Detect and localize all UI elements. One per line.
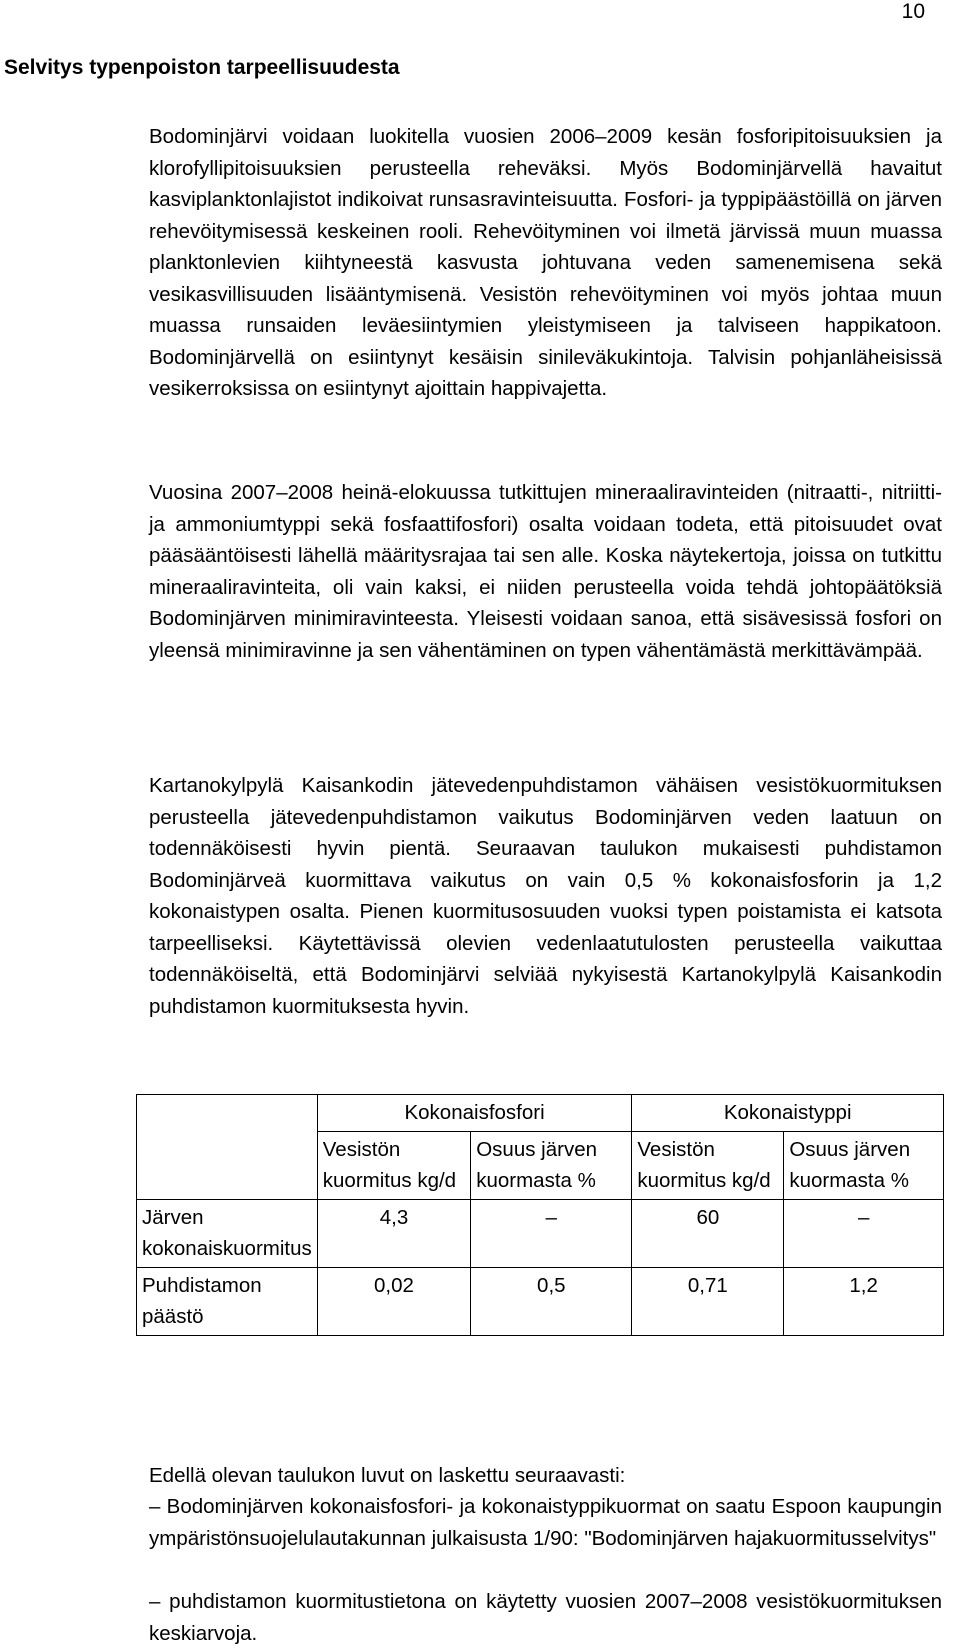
sub-header-p-share: Osuus järven kuormasta %: [471, 1131, 632, 1199]
group-header-nitrogen: Kokonaistyppi: [632, 1095, 944, 1132]
cell-plant-n-share: 1,2: [784, 1267, 944, 1335]
cell-plant-n-load: 0,71: [632, 1267, 784, 1335]
paragraph-treatment-plant: Kartanokylpylä Kaisankodin jätevedenpuhdistamon vähäisen vesistökuormituksen perusteella jätevedenpuhdistamon vaikutus Bodominjärven veden laatuun on todennäköisesti hyvin pientä. Seuraavan taulukon mukaisesti puhdistamon Bodominjärveä kuormittava vaikutus on vain 0,5 % kokonaisfosforin ja 1,2 kokonaistypen osalta. Pienen kuormitusosuuden vuoksi typen poistamista ei katsota tarpeelliseksi. Käytettävissä olevien vedenlaatutulosten perusteella vaikuttaa todennäköiseltä, että Bodominjärvi selviää nykyisestä Kartanokylpylä Kaisankodin puhdistamon kuormituksesta hyvin.: [149, 774, 942, 1018]
load-table: [136, 1094, 944, 1336]
cell-lake-p-load: 4,3: [317, 1199, 470, 1267]
table-row: [137, 1267, 944, 1335]
table-group-header-row: [137, 1095, 944, 1132]
cell-plant-p-share: 0,5: [471, 1267, 632, 1335]
cell-plant-p-load: 0,02: [317, 1267, 470, 1335]
paragraph-mineral-nutrients: Vuosina 2007–2008 heinä-elokuussa tutkittujen mineraaliravinteiden (nitraatti-, nitriitti- ja ammoniumtyppi sekä fosfaattifosfori) osalta voidaan todeta, että pitoisuudet ovat pääsääntöisesti lähellä määritysrajaa tai sen alle. Koska näytekertoja, joissa on tutkittu mineraaliravinteita, oli vain kaksi, ei niiden perusteella voida tehdä johtopäätöksiä Bodominjärven minimiravinteesta. Yleisesti voidaan sanoa, että sisävesissä fosfori on yleensä minimiravinne ja sen vähentäminen on typen vähentämästä merkittävämpää.: [149, 481, 942, 662]
table-note-item: – puhdistamon kuormitustietona on käytetty vuosien 2007–2008 vesistökuormituksen keskiarvoja.: [149, 1590, 942, 1645]
sub-header-n-load: Vesistön kuormitus kg/d: [632, 1131, 784, 1199]
table-notes-intro: Edellä olevan taulukon luvut on laskettu seuraavasti:: [149, 1464, 626, 1487]
cell-lake-p-share: –: [471, 1199, 632, 1267]
table-row: [137, 1199, 944, 1267]
group-header-phosphorus: Kokonaisfosfori: [317, 1095, 632, 1132]
table-note-item: – Bodominjärven kokonaisfosfori- ja kokonaistyppikuormat on saatu Espoon kaupungin ympäristönsuojelulautakunnan julkaisusta 1/90: "Bodominjärven hajakuormitusselvitys": [149, 1495, 942, 1550]
cell-lake-n-load: 60: [632, 1199, 784, 1267]
cell-lake-n-share: –: [784, 1199, 944, 1267]
row-label-lake-total: Järven kokonaiskuormitus: [137, 1199, 318, 1267]
row-label-plant-emission: Puhdistamon päästö: [137, 1267, 318, 1335]
paragraph-eutrophication: Bodominjärvi voidaan luokitella vuosien 2006–2009 kesän fosforipitoisuuksien ja klorofyllipitoisuuksien perusteella reheväksi. Myös Bodominjärvellä havaitut kasviplanktonlajistot indikoivat runsasravinteisuutta. Fosfori- ja typpipäästöillä on järven rehevöitymisessä keskeinen rooli. Rehevöityminen voi ilmetä järvissä muun muassa planktonlevien kiihtyneestä kasvusta johtuvana veden samenemisena sekä vesikasvillisuuden lisääntymisenä. Vesistön rehevöityminen voi myös johtaa muun muassa runsaiden leväesiintymien yleistymiseen ja talviseen happikatoon. Bodominjärvellä on esiintynyt kesäisin sinileväkukintoja. Talvisin pohjanläheisissä vesikerroksissa on esiintynyt ajoittain happivajetta.: [149, 125, 942, 400]
sub-header-n-share: Osuus järven kuormasta %: [784, 1131, 944, 1199]
section-heading: Selvitys typenpoiston tarpeellisuudesta: [4, 56, 400, 79]
page-number: 10: [901, 0, 925, 23]
sub-header-p-load: Vesistön kuormitus kg/d: [317, 1131, 470, 1199]
table-corner-cell: [137, 1095, 318, 1200]
